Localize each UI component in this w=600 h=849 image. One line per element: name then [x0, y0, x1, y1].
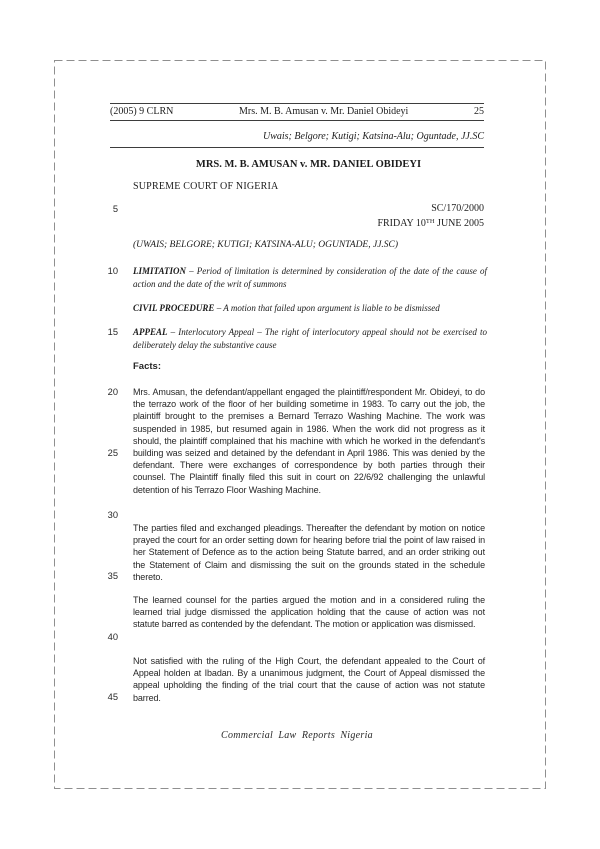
- headnote-limitation-text: – Period of limitation is determined by consideration of the date of the cause of action and the date of the writ of summons: [133, 266, 487, 289]
- case-title: MRS. M. B. AMUSAN v. MR. DANIEL OBIDEYI: [195, 159, 422, 170]
- header-bottom-rule: [110, 147, 484, 148]
- margin-line-number: 10: [107, 266, 118, 276]
- margin-line-number: 25: [107, 448, 118, 458]
- facts-paragraph: The parties filed and exchanged pleadings. Thereafter the defendant by motion on notice prayed the court for an order setting down for hearing before trial the point of law raised in her Statement of Defence as to the action being Statute barred, and an order striking out the Statement of Claim and dismissing the suit on the grounds stated in the schedule thereto.: [133, 523, 485, 582]
- header-middle-rule: [110, 120, 484, 121]
- hearing-date: [110, 216, 484, 231]
- citation: (2005) 9 CLRN: [110, 106, 174, 117]
- margin-line-number: 20: [107, 387, 118, 397]
- margin-line-number: 30: [107, 510, 118, 520]
- headnote-appeal-label: APPEAL: [133, 327, 168, 337]
- headnote-civil-procedure: [133, 302, 487, 315]
- hearing-date-suffix: JUNE 2005: [434, 217, 484, 229]
- running-header: [110, 105, 484, 118]
- judges-byline: Uwais; Belgore; Kutigi; Katsina-Alu; Oguntade, JJ.SC: [263, 131, 484, 142]
- footer-imprint: Commercial Law Reports Nigeria: [221, 730, 373, 741]
- margin-line-number: 15: [107, 327, 118, 337]
- headnote-limitation-label: LIMITATION: [133, 266, 187, 276]
- headnote-civil-procedure-label: CIVIL PROCEDURE: [133, 303, 215, 313]
- hearing-date-prefix: FRIDAY 10: [377, 217, 426, 229]
- facts-paragraph: Not satisfied with the ruling of the High Court, the defendant appealed to the Court of Appeal holden at Ibadan. By a unanimous judgment, the Court of Appeal dismissed the appeal upholding the finding of the trial court that the cause of action was not statute barred.: [133, 656, 485, 703]
- suit-number: SC/170/2000: [431, 203, 484, 214]
- page-number: 25: [474, 106, 484, 117]
- margin-line-number: 5: [112, 204, 118, 214]
- facts-heading: Facts:: [133, 361, 161, 372]
- running-case-name: Mrs. M. B. Amusan v. Mr. Daniel Obideyi: [238, 106, 409, 117]
- facts-paragraph: The learned counsel for the parties argued the motion and in a considered ruling the learned trial judge dismissed the application holding that the cause of action was not statute barred as contended by the defendant. The motion or application was dismissed.: [133, 595, 485, 630]
- margin-line-number: 45: [107, 692, 118, 702]
- header-top-rule: [110, 103, 484, 104]
- coram-line: (UWAIS; BELGORE; KUTIGI; KATSINA-ALU; OGUNTADE, JJ.SC): [133, 240, 399, 250]
- hearing-date-ordinal: TH: [425, 217, 435, 225]
- headnote-limitation: [133, 265, 487, 290]
- headnote-appeal-text: – Interlocutory Appeal – The right of interlocutory appeal should not be exercised to deliberately delay the substantive cause: [133, 327, 487, 350]
- facts-paragraph: Mrs. Amusan, the defendant/appellant engaged the plaintiff/respondent Mr. Obideyi, to do the terrazo work of the floor of her building sometime in 1983. To carry out the job, the plaintiff brought to the premises a Bernard Terrazo Washing Machine. The work was suspended in 1985, but resumed again in 1986. When the work did not progress as it should, the plaintiff complained that his machine with which he worked in the defendant's building was seized and detained by the defendant in April 1986. This was denied by the defendant. There were exchanges of correspondence by both parties through their counsel. The Plaintiff finally filed this suit in court on 22/6/92 challenging the unlawful detention of his Terrazo Floor Washing Machine.: [133, 387, 485, 495]
- margin-line-number: 40: [107, 632, 118, 642]
- headnote-civil-procedure-text: – A motion that failed upon argument is liable to be dismissed: [216, 303, 440, 313]
- court-name: SUPREME COURT OF NIGERIA: [133, 181, 279, 192]
- suit-details: [110, 203, 484, 230]
- margin-line-number: 35: [107, 571, 118, 581]
- headnote-appeal: [133, 326, 487, 351]
